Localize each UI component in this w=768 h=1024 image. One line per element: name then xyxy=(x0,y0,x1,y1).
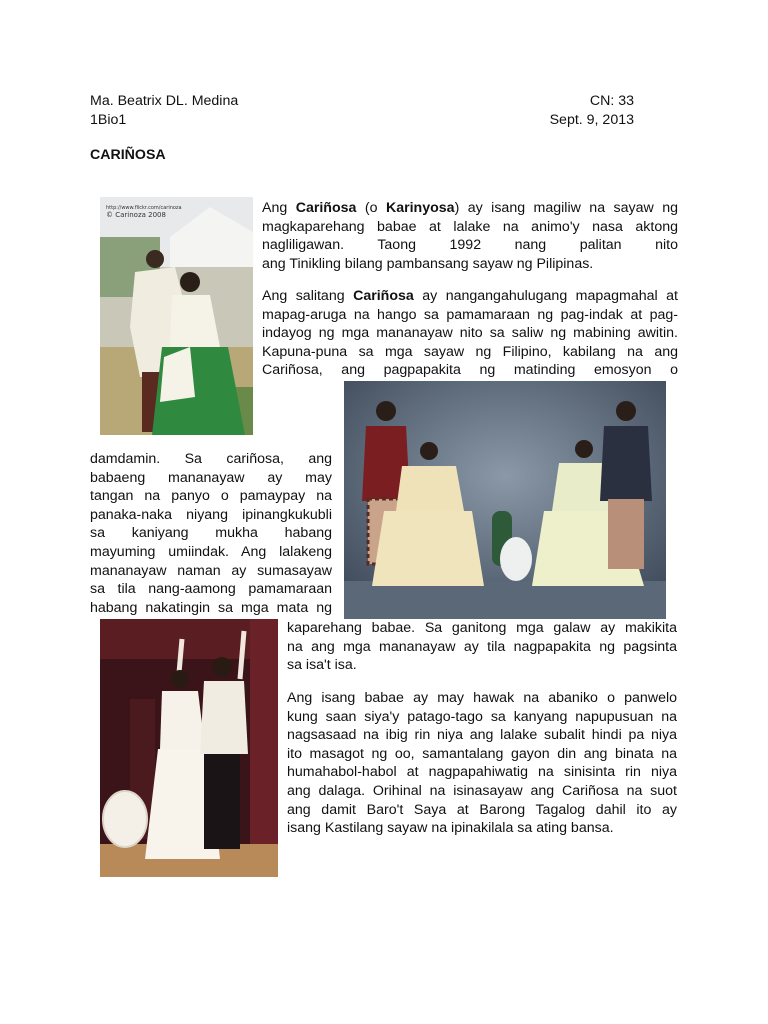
section-code: 1Bio1 xyxy=(90,112,127,128)
paragraph-fan-costume: Ang isang babae ay may hawak na abaniko o panwelo kung saan siya'y patago-tago sa kanyang napupusuan na nagsasaad na ibig rin niya ang lalake subalit hindi pa niya ito masagot ng oo, samantalang gayon din ang binata na humahabol-habol at nagpapahiwatig na sinisinta rin niya ang dalaga. Orihinal na isinasayaw ang Cariñosa na suot ang damit Baro't Saya at Barong Tagalog dahil ito ay isang Kastilang sayaw na ipinakilala sa ating bansa. xyxy=(287,690,678,837)
photo-outdoor-dancers xyxy=(100,197,253,435)
date: Sept. 9, 2013 xyxy=(549,112,634,128)
paragraph-meaning-continued: damdamin. Sa cariñosa, ang babaeng mananayaw ay may tangan na panyo o pamaypay na panaka-naka niyang ipinangkukubli sa kaniyang mukha habang mayuming umiindak. Ang lalakeng mananayaw naman ay sumasayaw sa tila nang-aamong pamamaraan habang nakatingin sa mga mata ng xyxy=(90,451,332,616)
author-name: Ma. Beatrix DL. Medina xyxy=(90,93,239,109)
photo-studio-couples xyxy=(344,381,666,619)
watermark-caption: © Carinoza 2008 xyxy=(106,211,166,219)
watermark-url: http://www.flickr.com/carinoza xyxy=(106,205,182,211)
paragraph-meaning-end: kaparehang babae. Sa ganitong mga galaw ay makikita na ang mga mananayaw ay tila nagpapakita ng pagsinta sa isa't isa. xyxy=(287,620,677,674)
paragraph-intro: Ang Cariñosa (o Karinyosa) ay isang magiliw na sayaw ng magkaparehang babae at lalake na animo'y nasa aktong nagliligawan. Taong 1992 nang palitan nito ang Tinikling bilang pambansang sayaw ng Pilipinas. xyxy=(262,200,678,272)
photo-stage-dancers xyxy=(100,619,278,877)
document-title: CARIÑOSA xyxy=(90,147,166,163)
paragraph-meaning: Ang salitang Cariñosa ay nangangahulugang mapagmahal at mapag-aruga na hango sa pamamaraan ng pag-indak at pag- indayog ng mga mananayaw nito sa saliw ng mabining awitin. Kapuna-puna sa mga sayaw ng Filipino, kabilang na ang Cariñosa, ang pagpapakita ng matinding emosyon o xyxy=(262,288,678,379)
class-number: CN: 33 xyxy=(589,93,634,109)
